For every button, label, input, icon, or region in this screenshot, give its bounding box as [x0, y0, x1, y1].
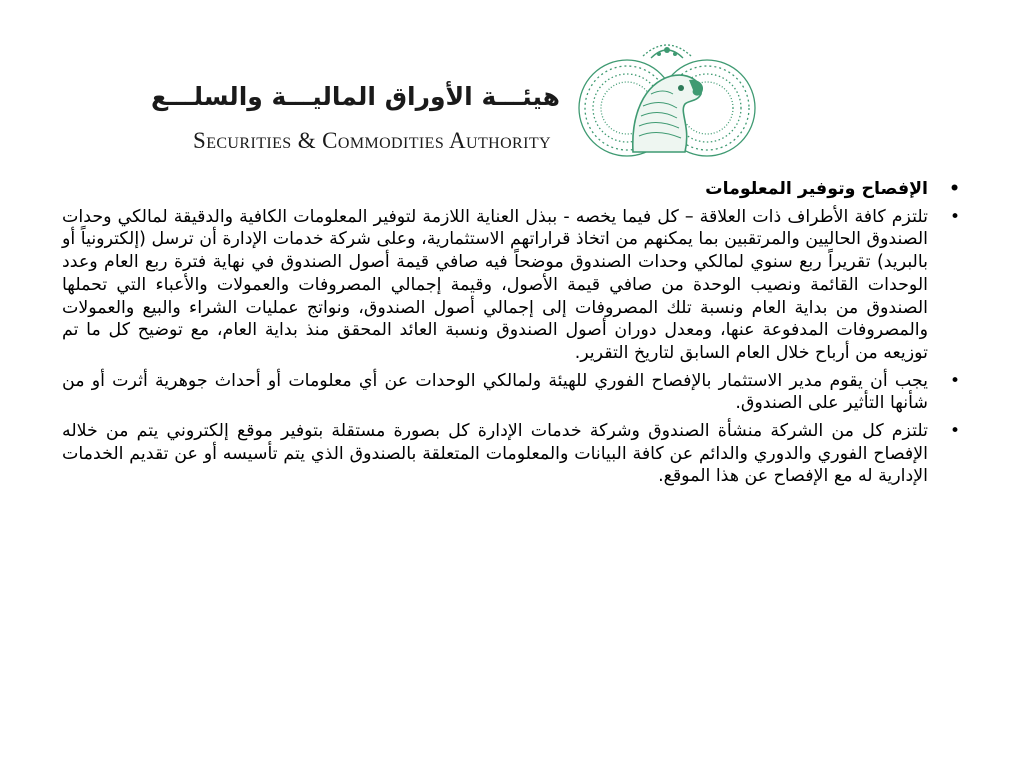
org-name-english: Securities & Commodities Authority: [193, 128, 551, 153]
list-item: • تلتزم كافة الأطراف ذات العلاقة – كل فيما يخصه - ببذل العناية اللازمة لتوفير المعلومات الكافية والدقيقة لمالكي وحدات الصندوق الحاليين والمرتقبين بما يمكنهم من اتخاذ قراراتهم الاستثمارية، وعلى شركة خدمات الإدارة أن ترسل (إلكترونياً أو بالبريد) تقريراً ربع سنوي لمالكي وحدات الصندوق موضحاً فيه صافي قيمة أصول الصندوق في نهاية فترة ربع العام وعدد الوحدات القائمة ونصيب الوحدة من صافي قيمة الأصول، وقيمة إجمالي المصروفات والعمولات والأعباء التي تحملها الصندوق من بداية العام ونسبة تلك المصروفات إلى إجمالي أصول الصندوق، ونواتج عمليات الشراء والبيع والعمولات والمصروفات المدفوعة عنها، ومعدل دوران أصول الصندوق ونسبة العائد المحقق منذ بداية العام، مع توضيح كل ما تم توزيعه من أرباح خلال العام السابق لتاريخ التقرير.: [62, 206, 968, 365]
org-name-arabic: هيئـــة الأوراق الماليـــة والسلـــع: [150, 82, 560, 111]
list-item: • تلتزم كل من الشركة منشأة الصندوق وشركة خدمات الإدارة كل بصورة مستقلة بتوفير موقع إلكتروني يتم من خلاله الإفصاح الفوري والدوري والدائم عن كافة البيانات والمعلومات المتعلقة بالصندوق الذي يتم تأسيسه أو عن تقديم الخدمات الإدارية له مع الإفصاح عن هذا الموقع.: [62, 420, 968, 488]
main-content: [62, 178, 968, 493]
section-heading: • الإفصاح وتوفير المعلومات: [62, 178, 968, 201]
list-item: • يجب أن يقوم مدير الاستثمار بالإفصاح الفوري للهيئة ولمالكي الوحدات عن أي معلومات أو أحداث جوهرية أثرت أو من شأنها التأثير على الصندوق.: [62, 370, 968, 415]
bullet-list: [62, 178, 968, 488]
header: [0, 0, 1024, 172]
falcon-emblem-icon: [573, 32, 761, 166]
